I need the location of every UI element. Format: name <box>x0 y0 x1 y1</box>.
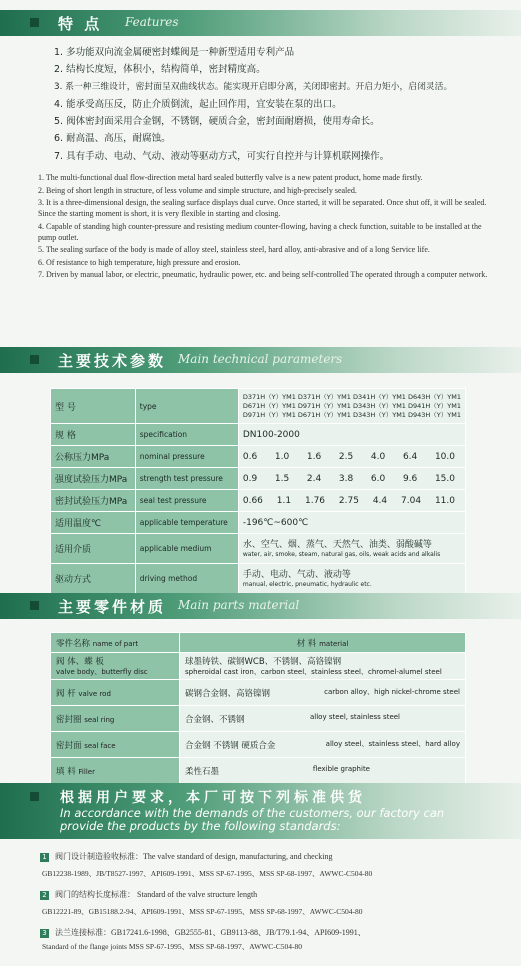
material-header-en: material <box>319 639 349 648</box>
cell-value: 6.0 <box>370 473 386 484</box>
drive-value-en: manual, electric, pneumatic, hydraulic etc. <box>242 580 372 588</box>
sp-label-en: seal test pressure <box>135 490 238 512</box>
standard-item <box>40 851 510 879</box>
medium-value <box>238 534 465 564</box>
part-name-en: seal ring <box>84 715 115 724</box>
cell-value: 2.5 <box>338 451 354 462</box>
part-header-en: name of part <box>92 639 139 648</box>
number-badge: 1 <box>40 853 49 862</box>
cell-value: 4.0 <box>370 451 386 462</box>
standard-item <box>40 889 510 917</box>
spec-label-cn: 规 格 <box>51 424 136 446</box>
st-label-cn: 强度试验压力MPa <box>51 468 136 490</box>
part-name-cn: 阀 体、蝶 板 <box>56 657 104 667</box>
list-item: 3. 系一种三维设计，密封面呈双曲线状态。能实现开启即分离，关闭即密封。开启力矩小，启闭灵活。 <box>54 81 453 92</box>
material-en: spheroidal cast iron、carbon steel、stainless steel、chromel-alumel steel <box>185 668 442 676</box>
part-name <box>51 758 180 784</box>
drive-value <box>238 564 465 594</box>
standard-heading: 阀门的结构长度标准： Standard of the valve structure length <box>55 890 258 899</box>
medium-value-en: water, air, smoke, steam, natural gas, oils, weak acids and alkalis <box>242 550 441 558</box>
table-row <box>51 490 466 512</box>
drive-label-en: driving method <box>135 564 238 594</box>
model-line: D671H（Y）YM1 D971H（Y）YM1 D343H（Y）YM1 D941H（Y）YM1 <box>242 401 461 410</box>
features-header <box>0 10 521 36</box>
list-item: 5. 阀体密封面采用合金钢，不锈钢，硬质合金，密封面耐磨损，使用寿命长。 <box>54 116 380 128</box>
tech-header <box>0 347 521 373</box>
table-row <box>51 680 466 706</box>
part-name-en: Filler <box>78 767 95 776</box>
bullet-square-icon <box>30 18 39 27</box>
tech-title-cn: 主要技术参数 <box>58 352 167 370</box>
material-en: alloy steel、stainless steel、hard alloy <box>325 739 460 748</box>
list-item: 3. It is a three-dimensional design, the sealing surface displays dual curve. Once started, it will be separated. Once shut off, it will be sealed. Since the starting moment is short, it is very flexible in starting and closing. <box>38 198 487 218</box>
list-item: 2. 结构长度短，体积小，结构简单，密封精度高。 <box>54 64 266 76</box>
part-name-cn: 密封圈 <box>56 714 82 725</box>
material-cn: 球墨铸铁、碳钢WCB、不锈钢、高铬镍钢 <box>185 657 342 667</box>
features-cn-list <box>54 44 514 165</box>
pn-label-cn: 公称压力MPa <box>51 446 136 468</box>
temp-label-en: applicable temperature <box>135 512 238 534</box>
bullet-square-icon <box>30 601 39 610</box>
bullet-square-icon <box>30 355 39 364</box>
cell-value: 7.04 <box>401 495 422 506</box>
standard-heading: 法兰连接标准：GB17241.6-1998、GB2555-81、GB9113-88、JB/T79.1-94、API609-1991、 <box>55 928 366 937</box>
cell-value: 2.4 <box>306 473 322 484</box>
pn-values <box>238 446 465 468</box>
cell-value: 11.0 <box>434 495 455 506</box>
list-item: 6. Of resistance to high temperature, high pressure and erosion. <box>38 257 241 267</box>
features-title-cn: 特 点 <box>58 15 103 33</box>
tech-table <box>50 388 466 594</box>
type-label-cn: 型 号 <box>51 389 136 424</box>
part-material <box>180 653 466 680</box>
cell-value: 4.4 <box>372 495 388 506</box>
cell-value: 10.0 <box>434 451 455 462</box>
part-header <box>51 633 180 653</box>
part-name <box>51 680 180 706</box>
parts-header <box>0 593 521 619</box>
cell-value: 0.6 <box>242 451 258 462</box>
cell-value: 0.9 <box>242 473 258 484</box>
cell-value: 1.1 <box>276 495 292 506</box>
table-row <box>51 468 466 490</box>
spec-label-en: specification <box>135 424 238 446</box>
standards-title-cn: 根据用户要求，本厂可按下列标准供货 <box>60 790 366 806</box>
part-name-en: valve rod <box>78 689 111 698</box>
cell-value: 1.76 <box>304 495 326 506</box>
medium-label-cn: 适用介质 <box>51 534 136 564</box>
list-item: 6. 耐高温、高压，耐腐蚀。 <box>54 133 171 145</box>
material-header <box>180 633 466 653</box>
material-cn: 合金钢、不锈钢 <box>185 714 245 725</box>
sp-label-cn: 密封试验压力MPa <box>51 490 136 512</box>
part-material <box>180 758 466 784</box>
st-values <box>238 468 465 490</box>
cell-value: 1.6 <box>306 451 322 462</box>
type-label-en: type <box>135 389 238 424</box>
material-en: carbon alloy、high nickel-chrome steel <box>324 687 460 696</box>
medium-value-cn: 水、空气、烟、蒸气、天然气、油类、弱酸碱等 <box>242 539 432 550</box>
list-item: 1. 多功能双向流金属硬密封蝶阀是一种新型适用专利产品 <box>54 47 295 58</box>
model-list <box>238 389 465 424</box>
standard-item <box>40 927 510 952</box>
features-en-list <box>38 172 490 282</box>
part-name <box>51 706 180 732</box>
table-row <box>51 732 466 758</box>
drive-label-cn: 驱动方式 <box>51 564 136 594</box>
table-row <box>51 758 466 784</box>
list-item: 7. 具有手动、电动、气动、液动等驱动方式，可实行自控并与计算机联网操作。 <box>54 150 390 162</box>
parts-title-cn: 主要零件材质 <box>58 598 167 616</box>
table-row <box>51 706 466 732</box>
material-en: flexible graphite <box>312 764 370 773</box>
cell-value: 6.4 <box>402 451 418 462</box>
list-item: 4. Capable of standing high counter-pressure and resisting medium counter-flowing, having a check function, suitable to be installed at the pump outlet. <box>38 221 482 242</box>
material-cn: 柔性石墨 <box>185 766 220 777</box>
table-row <box>51 512 466 534</box>
material-cn: 合金钢 不锈钢 硬质合金 <box>185 740 276 751</box>
cell-value: 15.0 <box>434 473 455 484</box>
model-line: D371H（Y）YM1 D371H（Y）YM1 D341H（Y）YM1 D643H（Y）YM1 <box>242 392 461 401</box>
cell-value: 9.6 <box>402 473 418 484</box>
material-cn: 碳钢合金钢、高铬镍钢 <box>185 688 271 699</box>
table-row <box>51 633 466 653</box>
standards-header <box>0 783 521 839</box>
model-line: D971H（Y）YM1 D671H（Y）YM1 D343H（Y）YM1 D943H（Y）YM1 <box>242 410 461 419</box>
table-row <box>51 564 466 594</box>
features-title-en: Features <box>125 15 179 29</box>
part-name-en: valve body、butterfly disc <box>56 668 148 676</box>
table-row <box>51 424 466 446</box>
standard-list: GB12221-89、GB15188.2-94、API609-1991、MSS SP-67-1995、MSS SP-68-1997、AWWC-C504-80 <box>42 907 363 916</box>
part-name <box>51 653 180 680</box>
part-material <box>180 732 466 758</box>
temp-value: -196℃~600℃ <box>238 512 465 534</box>
st-label-en: strength test pressure <box>135 468 238 490</box>
standard-list: GB12238-1989、JB/T8527-1997、API609-1991、MSS SP-67-1995、MSS SP-68-1997、AWWC-C504-80 <box>42 869 373 878</box>
part-material <box>180 706 466 732</box>
table-row <box>51 446 466 468</box>
temp-label-cn: 适用温度℃ <box>51 512 136 534</box>
bullet-square-icon <box>30 792 39 801</box>
drive-value-cn: 手动、电动、气动、液动等 <box>242 569 351 580</box>
number-badge: 3 <box>40 929 49 938</box>
sp-values <box>238 490 465 512</box>
part-header-cn: 零件名称 <box>56 638 91 649</box>
medium-label-en: applicable medium <box>135 534 238 564</box>
standard-list: Standard of the flange joints MSS SP-67-1995、MSS SP-68-1997、AWWC-C504-80 <box>42 942 303 951</box>
list-item: 4. 能承受高压反，防止介质倒流，起止回作用，宜安装在泵的出口。 <box>54 98 342 110</box>
cell-value: 3.8 <box>338 473 354 484</box>
cell-value: 1.0 <box>274 451 290 462</box>
part-name-cn: 填 料 <box>56 766 76 777</box>
part-name-cn: 阀 杆 <box>56 688 76 699</box>
list-item: 7. Driven by manual labor, or electric, pneumatic, hydraulic power, etc. and being self-controlled The operated through a computer network. <box>38 270 488 279</box>
standards-title-en: In accordance with the demands of the customers, our factory can provide the products by the following standards: <box>60 806 445 833</box>
standard-heading: 阀门设计制造验收标准：The valve standard of design, manufacturing, and checking <box>55 852 333 861</box>
material-en: alloy steel, stainless steel <box>309 712 400 721</box>
spec-value: DN100-2000 <box>238 424 465 446</box>
tech-title-en: Main technical parameters <box>178 352 343 366</box>
table-row <box>51 653 466 680</box>
list-item: 1. The multi-functional dual flow-direction metal hard sealed butterfly valve is a new patent product, home made firstly. <box>38 173 423 182</box>
table-row <box>51 534 466 564</box>
cell-value: 0.66 <box>242 495 263 506</box>
part-material <box>180 680 466 706</box>
cell-value: 2.75 <box>338 495 359 506</box>
list-item: 5. The sealing surface of the body is made of alloy steel, stainless steel, hard alloy, anti-abrasive and of a long Service life. <box>38 245 430 254</box>
part-name-cn: 密封面 <box>56 740 82 751</box>
part-name-en: seal face <box>84 741 116 750</box>
parts-title-en: Main parts material <box>178 598 300 612</box>
parts-table <box>50 632 466 784</box>
number-badge: 2 <box>40 891 49 900</box>
pn-label-en: nominal pressure <box>135 446 238 468</box>
list-item: 2. Being of short length in structure, of less volume and simple structure, and high-precisely sealed. <box>38 185 357 195</box>
part-name <box>51 732 180 758</box>
table-row <box>51 389 466 424</box>
cell-value: 1.5 <box>274 473 290 484</box>
material-header-cn: 材 料 <box>296 638 317 649</box>
